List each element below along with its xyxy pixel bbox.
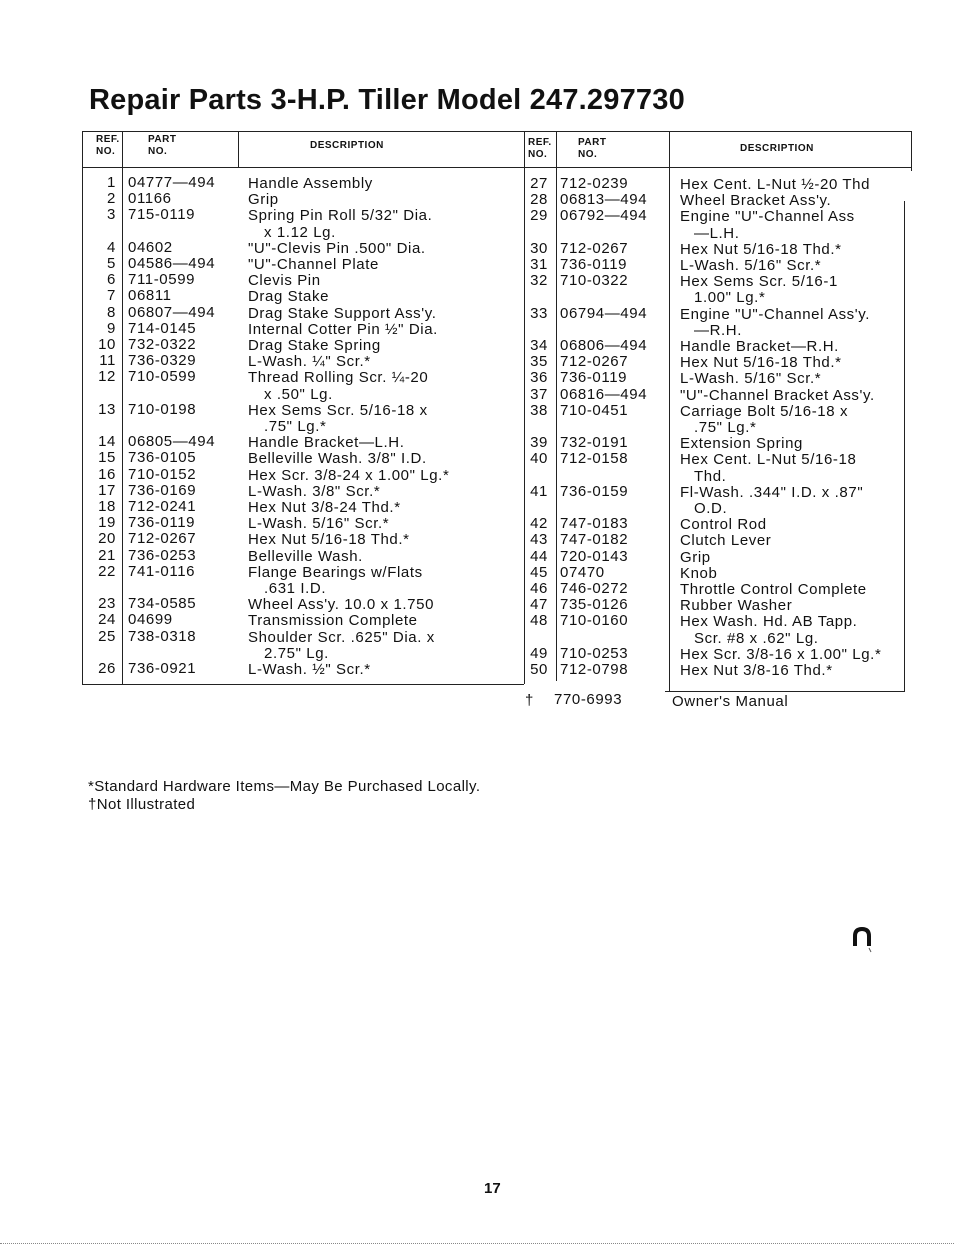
part-description: Handle Bracket—L.H.	[248, 434, 405, 452]
part-description: L-Wash. 5/16" Scr.*	[680, 370, 822, 388]
part-number: 710-0322	[560, 272, 629, 290]
ref-number: 4	[107, 238, 116, 256]
part-description: Thread Rolling Scr. ¼-20	[248, 369, 429, 387]
part-description: Extension Spring	[680, 435, 804, 453]
part-description: Hex Scr. 3/8-16 x 1.00" Lg.*	[680, 645, 882, 663]
part-description: Wheel Ass'y. 10.0 x 1.750	[248, 596, 435, 614]
part-description: 2.75" Lg.	[264, 644, 329, 662]
part-number: 738-0318	[128, 627, 197, 645]
header-description-left: DESCRIPTION	[310, 140, 384, 151]
ref-number: 7	[107, 287, 116, 305]
part-number: 710-0152	[128, 465, 197, 483]
part-number: 770-6993	[554, 691, 623, 708]
part-number: 710-0160	[560, 612, 629, 630]
page-title: Repair Parts 3-H.P. Tiller Model 247.297730	[89, 84, 685, 116]
ref-number: 20	[98, 530, 116, 548]
part-description: Control Rod	[680, 516, 767, 534]
part-number: 06807—494	[128, 303, 216, 321]
part-number: 715-0119	[128, 206, 196, 224]
ref-number: 33	[530, 304, 548, 322]
header-description-right: DESCRIPTION	[740, 143, 814, 154]
part-number: 01166	[128, 190, 172, 208]
ref-number: 35	[530, 353, 548, 371]
ref-number: 1	[107, 174, 116, 191]
part-number: 06794—494	[560, 304, 648, 322]
ref-number: 19	[98, 514, 116, 532]
ref-number: 18	[98, 498, 116, 515]
part-number: 06806—494	[560, 337, 648, 354]
part-description: L-Wash. ¼" Scr.*	[248, 353, 371, 371]
ref-number: 34	[530, 337, 548, 354]
part-number: 712-0798	[560, 661, 629, 678]
part-number: 712-0239	[560, 175, 629, 192]
header-part-no-right: PART NO.	[578, 137, 607, 160]
ref-number: 41	[530, 482, 548, 500]
ref-number: 29	[530, 207, 548, 225]
ref-number: 39	[530, 434, 548, 452]
part-number: 07470	[560, 563, 605, 581]
part-number: 736-0119	[128, 514, 196, 532]
ref-number: 32	[530, 272, 548, 290]
part-number: 736-0159	[560, 482, 629, 500]
ref-number: 40	[530, 450, 548, 468]
part-number: 747-0183	[560, 515, 629, 533]
ref-number: 22	[98, 562, 116, 580]
part-description: "U"-Clevis Pin .500" Dia.	[248, 239, 426, 257]
part-description: Owner's Manual	[672, 693, 789, 710]
part-number: 04602	[128, 238, 173, 256]
part-description: Clutch Lever	[680, 532, 772, 550]
part-description: Hex Nut 3/8-16 Thd.*	[680, 662, 833, 679]
ref-number: 17	[98, 481, 116, 499]
part-description: Handle Bracket—R.H.	[680, 338, 839, 355]
part-number: 747-0182	[560, 531, 629, 549]
ref-number: 36	[530, 369, 548, 387]
part-number: 741-0116	[128, 562, 196, 580]
part-description: Hex Sems Scr. 5/16-1	[680, 273, 838, 291]
part-description: Hex Cent. L-Nut ½-20 Thd	[680, 176, 871, 193]
ref-number: 42	[530, 515, 548, 533]
ref-number: 46	[530, 580, 548, 597]
part-number: 710-0198	[128, 400, 197, 418]
part-description: .631 I.D.	[264, 580, 327, 597]
part-description: Drag Stake Spring	[248, 337, 381, 354]
header-ref-no-right: REF. NO.	[528, 137, 552, 160]
part-number: 736-0253	[128, 546, 197, 564]
ref-number: 16	[98, 465, 116, 483]
part-number: 06811	[128, 287, 172, 305]
part-description: Spring Pin Roll 5/32" Dia.	[248, 207, 433, 225]
part-number: 710-0451	[560, 401, 629, 419]
part-description: Hex Cent. L-Nut 5/16-18	[680, 451, 857, 469]
part-description: Fl-Wash. .344" I.D. x .87"	[680, 483, 864, 501]
ref-number: 8	[107, 303, 116, 321]
ref-number: 14	[98, 433, 116, 451]
part-description: L-Wash. 5/16" Scr.*	[680, 257, 822, 274]
scan-edge-rule	[0, 1243, 954, 1245]
printer-mark-icon	[850, 924, 876, 954]
parts-table	[82, 131, 912, 710]
part-description: Hex Nut 5/16-18 Thd.*	[680, 354, 842, 372]
ref-number: 47	[530, 596, 548, 614]
ref-number: 13	[98, 400, 116, 418]
ref-number: 31	[530, 256, 548, 273]
ref-number: 25	[98, 627, 116, 645]
part-number: 736-0921	[128, 660, 197, 677]
part-description: Drag Stake Support Ass'y.	[248, 304, 437, 322]
header-ref-no-left: REF. NO.	[96, 134, 120, 157]
part-number: 714-0145	[128, 319, 197, 337]
part-description: L-Wash. 3/8" Scr.*	[248, 482, 381, 500]
part-number: 04699	[128, 611, 173, 629]
part-description: Hex Scr. 3/8-24 x 1.00" Lg.*	[248, 466, 450, 484]
ref-number: 24	[98, 611, 116, 629]
part-description: Throttle Control Complete	[680, 581, 867, 598]
part-description: Clevis Pin	[248, 272, 321, 290]
footnote-not-illustrated: †Not Illustrated	[88, 796, 196, 813]
part-description: Hex Nut 5/16-18 Thd.*	[680, 240, 842, 258]
ref-number: 30	[530, 239, 548, 257]
ref-number: 49	[530, 644, 548, 662]
part-description: L-Wash. 5/16" Scr.*	[248, 515, 390, 533]
part-number: 712-0267	[560, 239, 629, 257]
part-description: Handle Assembly	[248, 175, 373, 192]
ref-number: 44	[530, 547, 548, 565]
ref-number: 48	[530, 612, 548, 630]
part-description: Transmission Complete	[248, 612, 418, 630]
part-number: 736-0119	[560, 369, 628, 387]
part-number: 712-0241	[128, 498, 197, 515]
ref-number: 10	[98, 336, 116, 353]
ref-number: 23	[98, 595, 116, 613]
part-number: 736-0169	[128, 481, 197, 499]
part-number: 736-0119	[560, 256, 628, 273]
part-number: 06813—494	[560, 191, 648, 209]
ref-number: 9	[107, 319, 116, 337]
part-description: .75" Lg.*	[264, 418, 327, 435]
ref-number: 27	[530, 175, 548, 192]
part-number: 04777—494	[128, 174, 216, 191]
ref-number: 21	[98, 546, 116, 564]
part-description: Belleville Wash. 3/8" I.D.	[248, 450, 427, 468]
part-number: 732-0322	[128, 336, 197, 353]
part-description: Engine "U"-Channel Ass	[680, 208, 855, 226]
ref-number: 26	[98, 660, 116, 677]
part-description: Grip	[680, 548, 711, 566]
part-description: 1.00" Lg.*	[694, 289, 766, 307]
ref-number: 15	[98, 449, 116, 467]
ref-number: 28	[530, 191, 548, 209]
part-description: —R.H.	[694, 321, 742, 339]
part-number: 735-0126	[560, 596, 629, 614]
ref-number: †	[525, 692, 534, 709]
ref-number: 11	[99, 352, 116, 370]
part-description: L-Wash. ½" Scr.*	[248, 661, 371, 678]
part-description: Internal Cotter Pin ½" Dia.	[248, 320, 438, 338]
part-description: Wheel Bracket Ass'y.	[680, 192, 832, 210]
footnote-standard-hardware: *Standard Hardware Items—May Be Purchased Locally.	[88, 778, 481, 795]
part-number: 736-0105	[128, 449, 197, 467]
ref-number: 6	[107, 271, 116, 289]
ref-number: 37	[530, 385, 548, 403]
part-number: 736-0329	[128, 352, 197, 370]
header-part-no-left: PART NO.	[148, 134, 177, 157]
part-number: 04586—494	[128, 255, 216, 272]
part-description: Grip	[248, 191, 279, 209]
part-description: Knob	[680, 564, 718, 582]
part-description: Scr. #8 x .62" Lg.	[694, 629, 819, 647]
part-description: x .50" Lg.	[264, 385, 333, 403]
part-description: Thd.	[694, 467, 727, 485]
part-description: Hex Wash. Hd. AB Tapp.	[680, 613, 858, 631]
part-description: "U"-Channel Bracket Ass'y.	[680, 386, 875, 404]
ref-number: 50	[530, 661, 548, 678]
ref-number: 3	[107, 206, 116, 224]
part-number: 712-0158	[560, 450, 629, 468]
part-description: Rubber Washer	[680, 597, 793, 615]
ref-number: 5	[107, 255, 116, 272]
part-number: 06805—494	[128, 433, 216, 451]
part-number: 710-0599	[128, 368, 197, 386]
part-description: .75" Lg.*	[694, 419, 757, 436]
part-number: 06816—494	[560, 385, 648, 403]
part-description: Hex Nut 3/8-24 Thd.*	[248, 499, 401, 516]
part-number: 712-0267	[560, 353, 629, 371]
part-description: "U"-Channel Plate	[248, 256, 379, 273]
part-number: 720-0143	[560, 547, 629, 565]
ref-number: 12	[98, 368, 116, 386]
ref-number: 38	[530, 401, 548, 419]
part-number: 711-0599	[128, 271, 196, 289]
page-number: 17	[484, 1180, 501, 1197]
ref-number: 2	[107, 190, 116, 208]
ref-number: 43	[530, 531, 548, 549]
part-number: 732-0191	[560, 434, 629, 452]
part-number: 746-0272	[560, 580, 629, 597]
part-description: Engine "U"-Channel Ass'y.	[680, 305, 870, 323]
part-number: 734-0585	[128, 595, 197, 613]
part-description: Flange Bearings w/Flats	[248, 563, 423, 581]
part-number: 710-0253	[560, 644, 629, 662]
part-description: —L.H.	[694, 224, 740, 242]
part-description: Hex Nut 5/16-18 Thd.*	[248, 531, 410, 549]
part-number: 712-0267	[128, 530, 197, 548]
part-description: Belleville Wash.	[248, 547, 363, 565]
part-description: Drag Stake	[248, 288, 330, 306]
part-description: Hex Sems Scr. 5/16-18 x	[248, 401, 428, 419]
part-description: O.D.	[694, 500, 728, 517]
part-description: Carriage Bolt 5/16-18 x	[680, 402, 849, 420]
part-number: 06792—494	[560, 207, 648, 225]
part-description: Shoulder Scr. .625" Dia. x	[248, 628, 435, 646]
ref-number: 45	[530, 563, 548, 581]
part-description: x 1.12 Lg.	[264, 223, 336, 241]
